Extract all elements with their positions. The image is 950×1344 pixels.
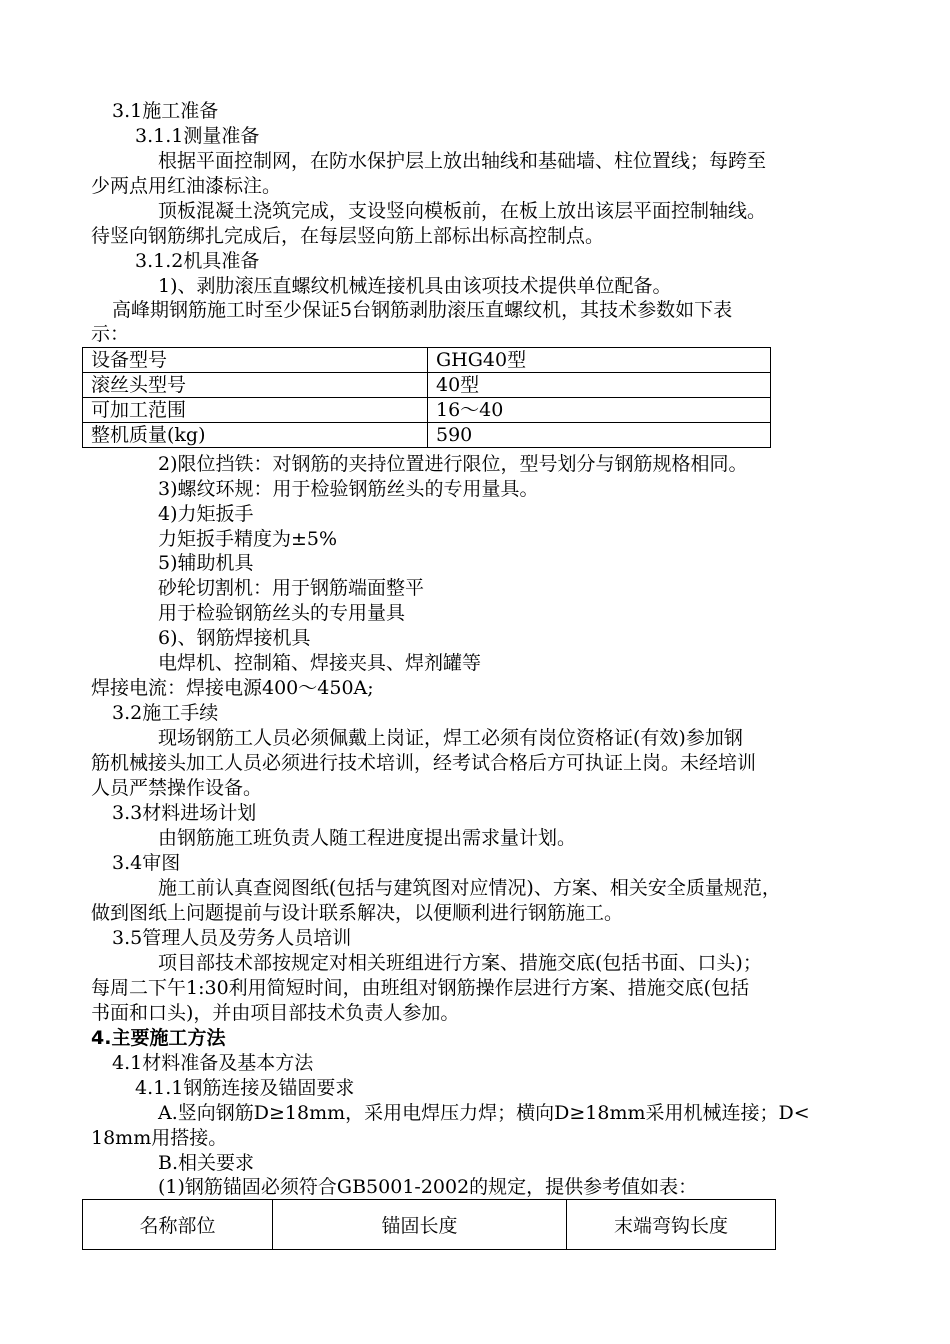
- section-heading: 3.3材料进场计划: [112, 802, 257, 824]
- paragraph-line: 3)螺纹环规：用于检验钢筋丝头的专用量具。: [158, 478, 539, 500]
- section-heading: 3.1施工准备: [112, 100, 219, 122]
- table-header-row: [83, 1200, 776, 1250]
- paragraph-line: 电焊机、控制箱、焊接夹具、焊剂罐等: [158, 652, 482, 674]
- paragraph-line: 示：: [91, 323, 130, 345]
- subsection-heading: 3.1.2机具准备: [135, 250, 260, 272]
- paragraph-line: 根据平面控制网，在防水保护层上放出轴线和基础墙、柱位置线；每跨至: [158, 150, 767, 172]
- paragraph-line: 砂轮切割机：用于钢筋端面整平: [158, 577, 425, 599]
- paragraph-line: 18mm用搭接。: [91, 1127, 228, 1149]
- table-cell: 40型: [428, 373, 771, 398]
- paragraph-line: 力矩扳手精度为±5%: [158, 528, 338, 550]
- paragraph-line: 顶板混凝土浇筑完成，支设竖向模板前，在板上放出该层平面控制轴线。: [158, 200, 767, 222]
- paragraph-line: 少两点用红油漆标注。: [91, 175, 282, 197]
- table-row: [83, 348, 771, 373]
- table-header-cell: 名称部位: [83, 1200, 273, 1250]
- paragraph-line: 待竖向钢筋绑扎完成后，在每层竖向筋上部标出标高控制点。: [91, 225, 605, 247]
- paragraph-line: 用于检验钢筋丝头的专用量具: [158, 602, 406, 624]
- paragraph-line: 书面和口头)，并由项目部技术负责人参加。: [91, 1002, 460, 1024]
- paragraph-line: 人员严禁操作设备。: [91, 777, 263, 799]
- table-cell: 可加工范围: [83, 398, 428, 423]
- paragraph-line: 做到图纸上问题提前与设计联系解决，以便顺利进行钢筋施工。: [91, 902, 624, 924]
- table-cell: 设备型号: [83, 348, 428, 373]
- subsection-heading: 3.1.1测量准备: [135, 125, 260, 147]
- paragraph-line: 5)辅助机具: [158, 552, 254, 574]
- section-heading: 3.5管理人员及劳务人员培训: [112, 927, 352, 949]
- table-row: [83, 398, 771, 423]
- table-cell: 滚丝头型号: [83, 373, 428, 398]
- table-header-cell: 锚固长度: [273, 1200, 567, 1250]
- paragraph-line: 施工前认真查阅图纸(包括与建筑图对应情况)、方案、相关安全质量规范，: [158, 877, 781, 899]
- paragraph-line: 现场钢筋工人员必须佩戴上岗证，焊工必须有岗位资格证(有效)参加钢: [158, 727, 743, 749]
- table-cell: 590: [428, 423, 771, 448]
- paragraph-line: 1)、剥肋滚压直螺纹机械连接机具由该项技术提供单位配备。: [158, 275, 672, 297]
- anchorage-table: [82, 1199, 776, 1250]
- table-row: [83, 373, 771, 398]
- table-cell: 整机质量(kg): [83, 423, 428, 448]
- section-heading: 3.2施工手续: [112, 702, 219, 724]
- paragraph-line: (1)钢筋锚固必须符合GB5001-2002的规定，提供参考值如表：: [158, 1176, 698, 1198]
- paragraph-line: 筋机械接头加工人员必须进行技术培训，经考试合格后方可执证上岗。未经培训: [91, 752, 757, 774]
- subsection-heading: 4.1.1钢筋连接及锚固要求: [135, 1077, 355, 1099]
- table-row: [83, 423, 771, 448]
- paragraph-line: 6)、钢筋焊接机具: [158, 627, 311, 649]
- chapter-heading: 4.主要施工方法: [91, 1027, 226, 1049]
- paragraph-line: 每周二下午1:30利用简短时间，由班组对钢筋操作层进行方案、措施交底(包括: [91, 977, 750, 999]
- paragraph-line: 项目部技术部按规定对相关班组进行方案、措施交底(包括书面、口头)；: [158, 952, 762, 974]
- paragraph-line: 高峰期钢筋施工时至少保证5台钢筋剥肋滚压直螺纹机，其技术参数如下表: [112, 299, 733, 321]
- paragraph-line: A.竖向钢筋D≥18mm，采用电焊压力焊；横向D≥18mm采用机械连接；D<: [158, 1102, 810, 1124]
- paragraph-line: 焊接电流：焊接电源400～450A;: [91, 677, 374, 699]
- table-header-cell: 末端弯钩长度: [567, 1200, 776, 1250]
- table-cell: 16～40: [428, 398, 771, 423]
- section-heading: 3.4审图: [112, 852, 181, 874]
- paragraph-line: 2)限位挡铁：对钢筋的夹持位置进行限位，型号划分与钢筋规格相同。: [158, 453, 748, 475]
- section-heading: 4.1材料准备及基本方法: [112, 1052, 314, 1074]
- table-cell: GHG40型: [428, 348, 771, 373]
- machine-parameter-table: [82, 347, 771, 448]
- paragraph-line: B.相关要求: [158, 1152, 255, 1174]
- paragraph-line: 由钢筋施工班负责人随工程进度提出需求量计划。: [158, 827, 577, 849]
- paragraph-line: 4)力矩扳手: [158, 503, 254, 525]
